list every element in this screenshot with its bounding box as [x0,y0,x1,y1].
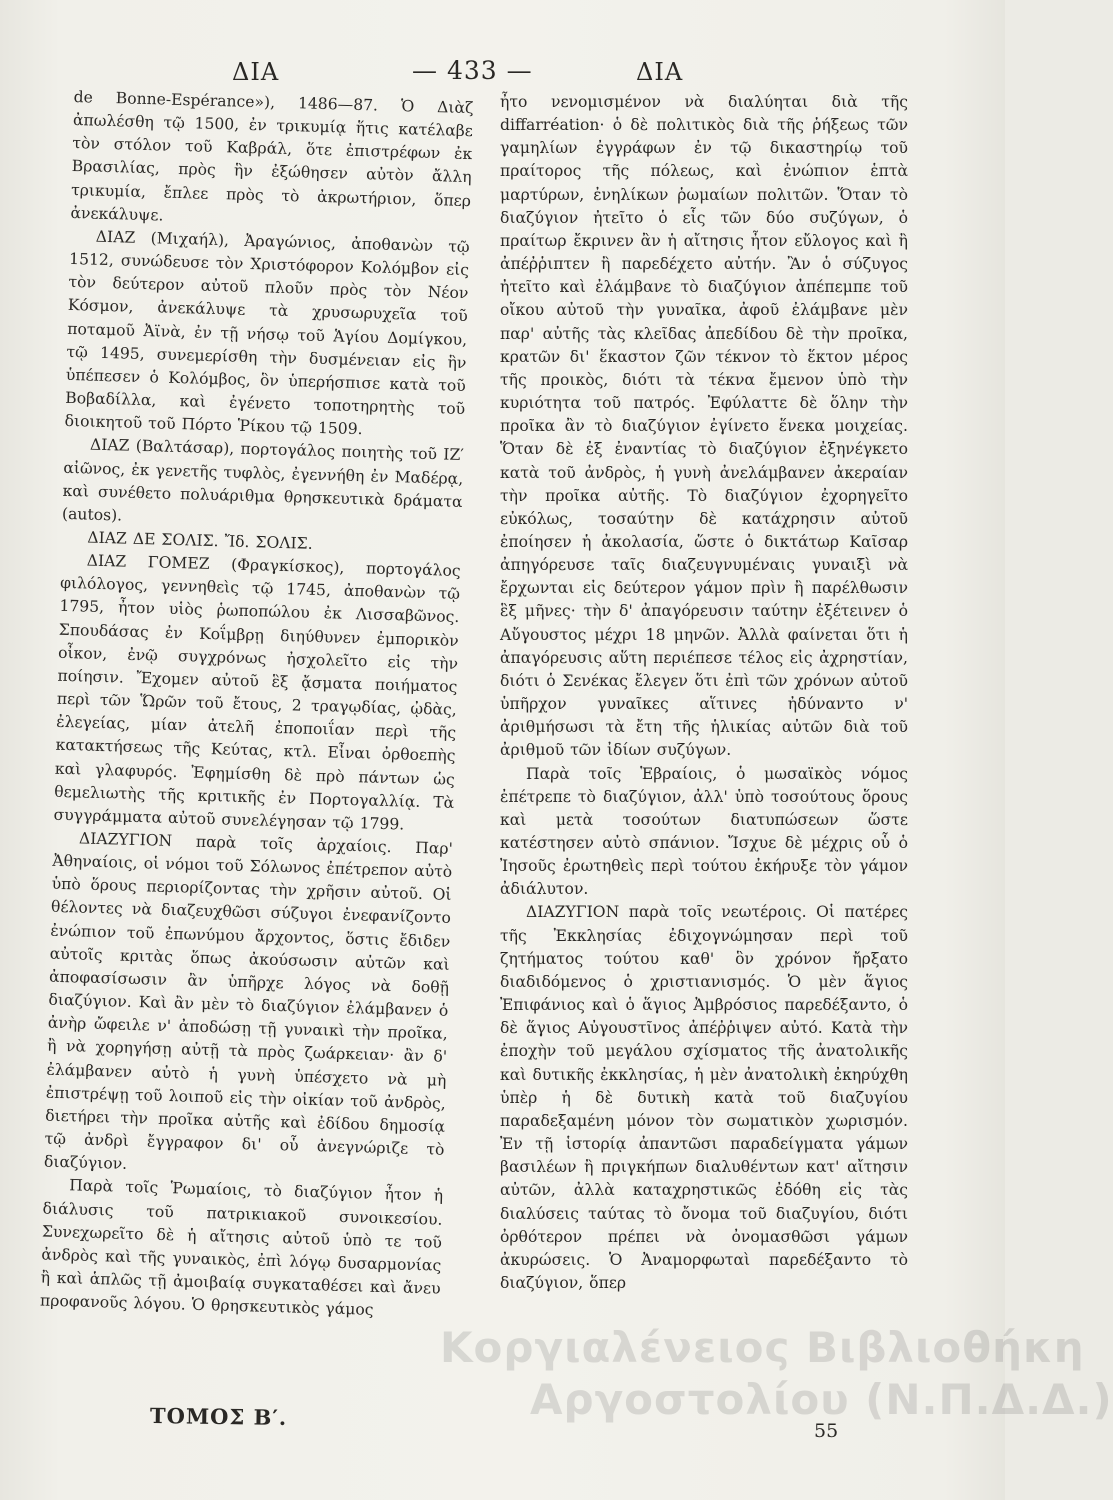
entry-paragraph: Παρὰ τοῖς Ἑβραίοις, ὁ μωσαϊκὸς νόμος ἐπέτρεπε τὸ διαζύγιον, ἀλλ' ὑπὸ τοσούτους ὅρους καὶ μετὰ τοσούτων διατυπώσεων ὥστε κατέστησεν αὐτὸ σπάνιον. Ἴσχυε δὲ μέχρις οὗ ὁ Ἰησοῦς ἐρωτηθεὶς περὶ τούτου ἐκήρυξε τὸν γάμον ἀδιάλυτον. [500,764,908,899]
volume-label: ΤΟΜΟΣ Β′. [149,1403,288,1430]
entry-paragraph: ΔΙΑΖ (Μιχαήλ), Ἀραγώνιος, ἀποθανὼν τῷ 1512, συνώδευσε τὸν Χριστόφορον Κολόμβον εἰς τὸν δεύτερον αὐτοῦ πλοῦν πρὸς τὸν Νέον Κόσμον, ἀνεκάλυψε τὰ χρυσωρυχεῖα τοῦ ποταμοῦ Ἀϊνὰ, ἐν τῇ νήσῳ τοῦ Ἁγίου Δομίγκου, τῷ 1495, συνεμερίσθη τὴν δυσμένειαν εἰς ἣν ὑπέπεσεν ὁ Κολόμβος, ὃν ὑπερήσπισε κατὰ τοῦ Βοβαδίλλα, καὶ ἐγένετο τοποτηρητὴς τοῦ διοικητοῦ τοῦ Πόρτο Ῥίκου τῷ 1509. [64,227,470,439]
entry-paragraph: ἦτο νενομισμένον νὰ διαλύηται διὰ τῆς diffarréation· ὁ δὲ πολιτικὸς διὰ τῆς ῥήξεως τῶν γαμηλίων ἐγγράφων ἐν τῷ δικαστηρίῳ τοῦ πραίτορος τῆς πόλεως, καὶ ἐνώπιον ἑπτὰ μαρτύρων, ἐνηλίκων ῥωμαίων πολιτῶν. Ὅταν τὸ διαζύγιον ἠτεῖτο ὁ εἷς τῶν δύο συζύγων, ὁ πραίτωρ ἔκρινεν ἂν ἡ αἴτησις ἦτον εὔλογος καὶ ἢ ἀπέῤῥιπτεν ἢ παρεδέχετο αὐτήν. Ἂν ὁ σύζυγος ἠτεῖτο καὶ ἐλάμβανε τὸ διαζύγιον ἀπέπεμπε τοῦ οἴκου αὐτοῦ τὴν γυναῖκα, ἀφοῦ ἐλάμβανε μὲν παρ' αὐτῆς τὰς κλεῖδας ἀπεδίδου δὲ τὴν προῖκα, κρατῶν δι' ἕκαστον ζῶν τέκνον τὸ ἕκτον μέρος τῆς προικὸς, διότι τὰ τέκνα ἔμενον ὑπὸ τὴν κυριότητα τοῦ πατρός. Ἐφύλαττε δὲ ὅλην τὴν προῖκα ἂν τὸ διαζύγιον ἐγίνετο ἕνεκα μοιχείας. Ὅταν δὲ ἐξ ἐναντίας τὸ διαζύγιον ἐξηνέγκετο κατὰ τοῦ ἀνδρὸς, ἡ γυνὴ ἀνελάμβανεν ἀκεραίαν τὴν προῖκα αὐτῆς. Τὸ διαζύγιον ἐχορηγεῖτο εὐκόλως, τοσαύτην δὲ κατάχρησιν αὐτοῦ ἐποίησεν ἡ ἀκολασία, ὥστε ὁ δικτάτωρ Καῖσαρ ἀπηγόρευσε ταῖς διαζευγνυμέναις γυναιξὶ νὰ ἔρχωνται εἰς δεύτερον γάμον πρὶν ἢ παρέλθωσιν ἓξ μῆνες· τὴν δ' ἀπαγόρευσιν ταύτην ἐξέτεινεν ὁ Αὔγουστος μέχρι 18 μηνῶν. Ἀλλὰ φαίνεται ὅτι ἡ ἀπαγόρευσις αὕτη περιέπεσε τέλος εἰς ἀχρηστίαν, διότι ὁ Σενέκας ἔλεγεν ὅτι ἐπὶ τῶν χρόνων αὐτοῦ ὑπῆρχον γυναῖκες αἵτινες ἠδύναντο ν' ἀριθμήσωσι τὰ ἔτη τῆς ἡλικίας αὐτῶν διὰ τοῦ ἀριθμοῦ τῶν ἰδίων συζύγων. [500,93,908,760]
watermark-line: Αργοστολίου (Ν.Π.Δ.Δ.) [530,1375,1113,1424]
entry-paragraph: ΔΙΑΖΥΓΙΟΝ παρὰ τοῖς ἀρχαίοις. Παρ' Ἀθηναίοις, οἱ νόμοι τοῦ Σόλωνος ἐπέτρεπον αὐτὸ ὑπὸ ὅρους περιορίζοντας τὴν χρῆσιν αὐτοῦ. Οἱ θέλοντες νὰ διαζευχθῶσι σύζυγοι ἐνεφανίζοντο ἐνώπιον τοῦ ἐπωνύμου ἄρχοντος, ὅστις ἔδιδεν αὐτοῖς κριτὰς ὅπως ἀκούσωσιν αὐτῶν καὶ ἀποφασίσωσιν ἂν ὑπῆρχε λόγος νὰ δοθῇ διαζύγιον. Καὶ ἂν μὲν τὸ διαζύγιον ἐλάμβανεν ὁ ἀνὴρ ὤφειλε ν' ἀποδώσῃ τῇ γυναικὶ τὴν προῖκα, ἢ νὰ χορηγήσῃ αὐτῇ τὰ πρὸς ζωάρκειαν· ἂν δ' ἐλάμβανεν αὐτὸ ἡ γυνὴ ὑπέσχετο νὰ μὴ ἐπιστρέψῃ τοῦ λοιποῦ εἰς τὴν οἰκίαν τοῦ ἀνδρὸς, διετήρει τὴν προῖκα αὐτῆς καὶ ἐδίδου δημοσίᾳ τῷ ἀνδρὶ ἔγγραφον δι' οὗ ἀνεγνώριζε τὸ διαζύγιον. [43,829,454,1174]
header-right: ΔΙΑ [636,58,684,86]
entry-paragraph: ΔΙΑΖ ΓΟΜΕΖ (Φραγκίσκος), πορτογάλος φιλόλογος, γεννηθεὶς τῷ 1745, ἀποθανὼν τῷ 1795, ἦτον υἱὸς ῥωποπώλου ἐκ Λισσαβῶνος. Σπουδάσας ἐν Κοΐμβρῃ διηύθυνεν ἐμπορικὸν οἶκον, ἐνῷ συγχρόνως ἠσχολεῖτο εἰς τὴν ποίησιν. Ἔχομεν αὐτοῦ ἓξ ᾄσματα ποιήματος περὶ τῶν Ὥρῶν τοῦ ἔτους, 2 τραγῳδίας, ᾠδὰς, ἐλεγείας, μίαν ἀτελῆ ἐποποιΐαν περὶ τῆς κατακτήσεως τῆς Κεύτας, κτλ. Εἶναι ὀρθοεπὴς καὶ γλαφυρός. Ἐφημίσθη δὲ πρὸ πάντων ὡς θεμελιωτὴς τῆς κριτικῆς ἐν Πορτογαλλίᾳ. Τὰ συγγράμματα αὐτοῦ συνελέγησαν τῷ 1799. [53,551,461,834]
header-left: ΔΙΑ [232,58,280,86]
entry-paragraph: ΔΙΑΖ ΔΕ ΣΟΛΙΣ. Ἴδ. ΣΟΛΙΣ. [87,528,313,553]
entry-paragraph: ΔΙΑΖ (Βαλτάσαρ), πορτογάλος ποιητὴς τοῦ ΙΖ′ αἰῶνος, ἐκ γενετῆς τυφλὸς, ἐγεννήθη ἐν Μαδέρᾳ, καὶ συνέθετο πολυάριθμα θρησκευτικὰ δράματα (autos). [61,435,465,525]
left-column [40,86,474,1324]
entry-paragraph: de Bonne-Espérance»), 1486—87. Ὁ Διὰζ ἀπωλέσθη τῷ 1500, ἐν τρικυμίᾳ ἥτις κατέλαβε τὸν στόλον τοῦ Καβράλ, ὅτε ἐπιστρέφων ἐκ Βρασιλίας, πρὸς ἣν ἐξώθησεν αὐτὸν ἄλλη τρικυμία, ἔπλεε πρὸς τὸ ἀκρωτήριον, ὅπερ ἀνεκάλυψε. [70,87,474,225]
signature-mark: 55 [814,1420,839,1442]
library-watermark [440,1322,1113,1426]
running-head [0,52,1005,92]
entry-paragraph: Παρὰ τοῖς Ῥωμαίοις, τὸ διαζύγιον ἦτον ἡ διάλυσις τοῦ πατρικιακοῦ συνοικεσίου. Συνεχωρεῖτο δὲ ἡ αἴτησις αὐτοῦ ὑπὸ τε τοῦ ἀνδρὸς καὶ τῆς γυναικὸς, ἐπὶ λόγῳ δυσαρμονίας ἢ καὶ ἁπλῶς τῇ ἀμοιβαίᾳ συγκαταθέσει καὶ ἄνευ προφανοῦς λόγου. Ὁ θρησκευτικὸς γάμος [39,1176,444,1319]
watermark-line: Κοργιαλένειος Βιβλιοθήκη [440,1323,1085,1372]
page-number: — 433 — [412,56,533,85]
entry-paragraph: ΔΙΑΖΥΓΙΟΝ παρὰ τοῖς νεωτέροις. Οἱ πατέρες τῆς Ἐκκλησίας ἐδιχογνώμησαν περὶ τοῦ ζητήματος τούτου καθ' ὃν χρόνον ἤρξατο διαδιδόμενος ὁ χριστιανισμός. Ὁ μὲν ἅγιος Ἐπιφάνιος καὶ ὁ ἅγιος Ἀμβρόσιος παρεδέξαντο, ὁ δὲ ἅγιος Αὐγουστῖνος ἀπέῤῥιψεν αὐτό. Κατὰ τὴν ἐποχὴν τοῦ μεγάλου σχίσματος τῆς ἀνατολικῆς καὶ δυτικῆς ἐκκλησίας, ἡ μὲν ἀνατολικὴ ἐκηρύχθη ὑπὲρ ἡ δὲ δυτικὴ κατὰ τοῦ διαζυγίου παραδεξαμένη μόνον τὸν σωματικὸν χωρισμόν. Ἐν τῇ ἱστορίᾳ ἀπαντῶσι παραδείγματα γάμων βασιλέων ἢ πριγκήπων διαλυθέντων κατ' αἴτησιν αὐτῶν, ἀλλὰ καταχρηστικῶς ἐδόθη εἰς τὰς διαλύσεις ταύτας τὸ ὄνομα τοῦ διαζυγίου, διότι ὀρθότερον πρέπει νὰ ὀνομασθῶσι γάμων ἀκυρώσεις. Ὁ Ἀναμορφωταὶ παρεδέξαντο τὸ διαζύγιον, ὅπερ [500,903,908,1292]
right-column [500,91,908,1295]
